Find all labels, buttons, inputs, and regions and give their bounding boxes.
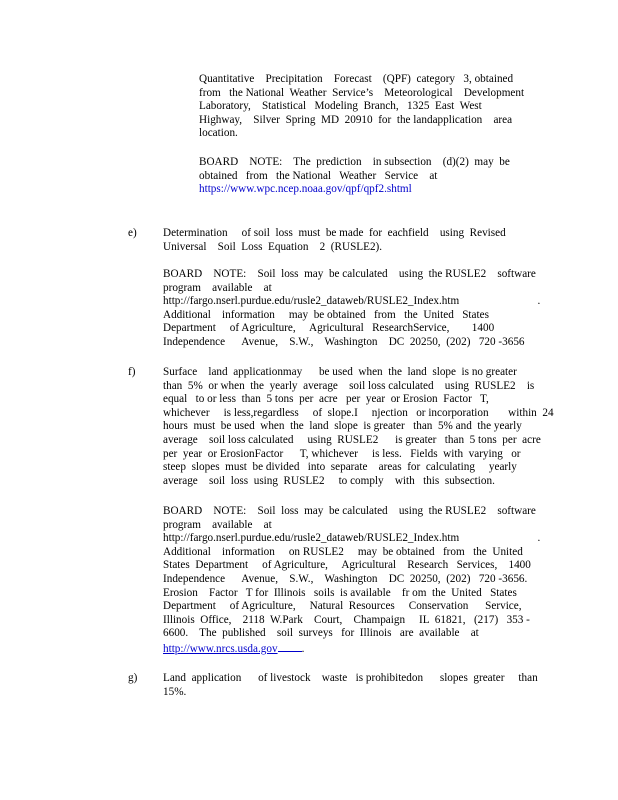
item-e-board-note (163, 268, 541, 350)
item-e-line: Determination of soil loss must be made for eachfield using Revised (163, 227, 506, 239)
item-f-line: average soil loss using RUSLE2 to comply with this subsection. (163, 474, 495, 487)
item-e-paragraph (163, 227, 523, 254)
note-line: Additional information may be obtained from the United States (163, 308, 489, 321)
item-e-label: e) (128, 227, 137, 239)
note-line: Department of Agriculture, Natural Resources Conservation Service, (163, 600, 522, 613)
item-f-line: hours must be used when the land slope is greater than 5% and the yearly (163, 420, 522, 433)
qpf-line: from the National Weather Service’s Meteorological Development (199, 86, 525, 99)
item-f-board-note (163, 505, 541, 657)
item-g-line: 15%. (163, 685, 187, 698)
qpf-line: Quantitative Precipitation Forecast (QPF) category 3, obtained (199, 73, 514, 85)
item-f-line: Surface land applicationmay be used when the land slope is no greater (163, 366, 517, 378)
item-g-label: g) (128, 672, 138, 684)
item-f-line: steep slopes must be divided into separate areas for calculating yearly (163, 461, 517, 474)
qpf-line: location. (199, 127, 238, 140)
qpf-board-note (199, 156, 519, 197)
link-underline-extension (278, 641, 302, 652)
item-g-line: Land application of livestock waste is prohibitedon slopes greater than (163, 672, 538, 684)
qpf-line: Laboratory, Statistical Modeling Branch, 1325 East West (199, 100, 482, 113)
note-line: BOARD NOTE: Soil loss may be calculated using the RUSLE2 software (163, 268, 536, 280)
note-line: Independence Avenue, S.W., Washington DC 20250, (202) 720 -3656. (163, 572, 528, 585)
item-f-line: per year or ErosionFactor T, whichever is less. Fields with varying or (163, 447, 521, 460)
note-line: program available at (163, 518, 272, 531)
qpf-line: Highway, Silver Spring MD 20910 for the landapplication area (199, 113, 513, 126)
item-f-paragraph (163, 366, 554, 488)
rusle2-url-text: http://fargo.nserl.purdue.edu/rusle2_dataweb/RUSLE2_Index.htm . (163, 532, 541, 545)
note-line: 6600. The published soil surveys for Illinois are available at (163, 627, 479, 640)
note-line: Illinois Office, 2118 W.Park Court, Champaign IL 61821, (217) 353 - (163, 613, 530, 626)
item-f-line: whichever is less,regardless of slope.I njection or incorporation within 24 (163, 406, 554, 419)
note-line: Additional information on RUSLE2 may be obtained from the United (163, 545, 523, 558)
note-line: program available at (163, 281, 272, 294)
item-f-label: f) (128, 366, 136, 378)
nrcs-link-period: . (301, 642, 305, 655)
item-f-line: average soil loss calculated using RUSLE2 is greater than 5 tons per acre (163, 433, 541, 446)
note-line: States Department of Agriculture, Agricultural Research Services, 1400 (163, 559, 531, 572)
qpf-paragraph (199, 73, 525, 141)
note-line: Erosion Factor T for Illinois soils is available fr om the United States (163, 586, 517, 599)
item-e-line: Universal Soil Loss Equation 2 (RUSLE2). (163, 240, 383, 253)
nrcs-link[interactable]: http://www.nrcs.usda.gov (163, 642, 278, 655)
wpc-qpf-link[interactable]: https://www.wpc.ncep.noaa.gov/qpf/qpf2.shtml (199, 183, 412, 196)
note-line: Independence Avenue, S.W., Washington DC 20250, (202) 720 -3656 (163, 335, 525, 348)
note-line: BOARD NOTE: The prediction in subsection (d)(2) may be (199, 156, 510, 168)
item-g-paragraph (163, 672, 538, 699)
item-f-line: equal to or less than 5 tons per acre per year or Erosion Factor T, (163, 393, 489, 406)
note-line: Department of Agriculture, Agricultural ResearchService, 1400 (163, 322, 495, 335)
note-line: BOARD NOTE: Soil loss may be calculated using the RUSLE2 software (163, 505, 536, 517)
item-f-line: than 5% or when the yearly average soil loss calculated using RUSLE2 is (163, 379, 535, 392)
note-line: obtained from the National Weather Service at (199, 169, 438, 182)
rusle2-url-text: http://fargo.nserl.purdue.edu/rusle2_dataweb/RUSLE2_Index.htm . (163, 295, 541, 308)
